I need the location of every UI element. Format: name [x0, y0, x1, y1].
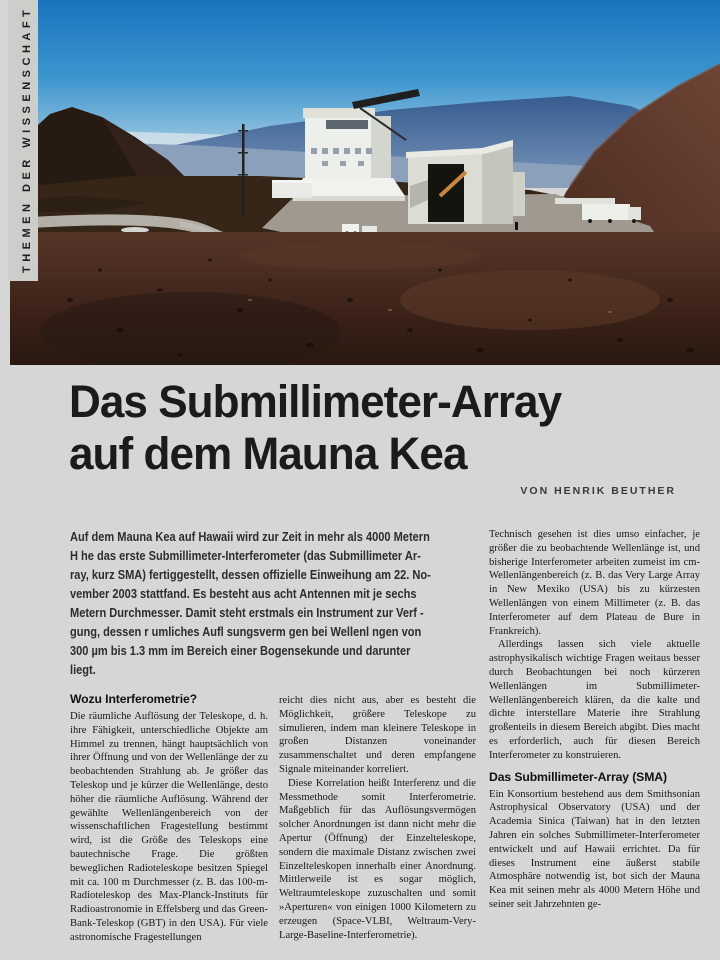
intro-line: Auf dem Mauna Kea auf Hawaii wird zur Zeit in mehr als 4000 Metern — [70, 529, 430, 544]
intro-paragraph — [70, 527, 478, 679]
intro-line: liegt. — [70, 662, 96, 677]
intro-line: Metern Durchmesser. Damit steht erstmals ein Instrument zur Verf - — [70, 605, 424, 620]
article-title-line1: Das Submillimeter-Array — [69, 376, 562, 427]
body-paragraph: Die räumliche Auflösung der Teleskope, d. h. ihre Fähigkeit, unterschiedliche Objekte am Himmel zu trennen, hängt hauptsächlich von ihrer Öffnung und von der Wellenlänge der zu beobachtenden Strahlung ab. Je größer das Teleskop und je kürzer die Wellenlänge, desto höher die räumliche Auflösung. Während der gewählte Wellenlängenbereich von der wissenschaftlichen Fragestellung bestimmt wird, ist die Größe des Teleskops eine bautechnische Frage. Die größten beweglichen Radioteleskope besitzen Spiegel mit ca. 100 m Durchmesser (z. B. das 100-m-Radioteleskop des Max-Planck-Instituts für Radioastronomie in Effelsberg und das Green-Bank-Teleskop (GBT) in den USA). Für viele astronomische Fragestellungen — [70, 711, 268, 943]
body-paragraph: Allerdings lassen sich viele aktuelle astrophysikalisch wichtige Fragen weitaus besser durch Beobachtungen bei noch kürzeren Wellenlängen im Submillimeter-Wellenlängenbereich klären, da die kalte und dichte interstellare Materie ihre Strahlung großenteils in diesem Bereich abgibt. Dies macht es erforderlich, auch für diesen Bereich Interferometer zu konstruieren. — [489, 639, 700, 761]
support-building — [406, 140, 525, 224]
observatory-photo-svg — [10, 0, 720, 365]
section-heading-sma: Das Submillimeter-Array (SMA) — [489, 769, 667, 784]
column-3 — [489, 528, 700, 912]
intro-line: H he das erste Submillimeter-Interferometer (das Submillimeter Ar- — [70, 548, 421, 563]
foreground-terrain — [10, 232, 720, 365]
body-paragraph: reicht dies nicht aus, aber es besteht die Möglichkeit, größere Teleskope zu simulieren, indem man kleinere Teleskope in großen Distanzen voneinander zusammenschaltet und deren empfangene Signale miteinander korreliert. — [279, 695, 476, 775]
body-paragraph: Diese Korrelation heißt Interferenz und die Messmethode somit Interferometrie. Maßgeblich für das Auflösungsvermögen solcher Anordnungen ist dann nicht mehr die Apertur (Öffnung) der Einzelteleskope, sondern die maximale Distanz zwischen zwei Einzelteleskopen innerhalb einer Anordnung. Mittlerweile ist es sogar möglich, Weltraumteleskope zuzuschalten und somit »Aperturen« von einigen 1000 Kilometern zu erzeugen (Space-VLBI, Weltraum-Very-Large-Baseline-Interferometrie). — [279, 777, 476, 941]
intro-line: 300 µm bis 1.3 mm im Bereich einer Bogensekunde und darunter — [70, 643, 411, 658]
intro-line: vember 2003 stattfand. Es besteht aus acht Antennen mit je sechs — [70, 586, 417, 601]
body-paragraph: Ein Konsortium bestehend aus dem Smithsonian Astrophysical Observatory (USA) und der Academia Sinica (Taiwan) hat in den letzten Jahren ein solches Submillimeter-Interferometer entwickelt und auf Hawaii errichtet. Da für dieses Instrument eine äußerst stabile Atmosphäre notwendig ist, bot sich der Mauna Kea mit seinen mehr als 4000 Metern Höhe und seiner seit Jahrzehnten ge- — [489, 788, 700, 910]
intro-line: gung, dessen r umliches Aufl sungsverm gen bei Wellenl ngen von — [70, 624, 422, 639]
column-2 — [279, 694, 476, 942]
body-paragraph: Technisch gesehen ist dies umso einfacher, je größer die zu beobachtende Wellenlänge ist, und bisherige Interferometer arbeiten zumeist im cm-Wellenlängenbereich (z. B. das Very Large Array in New Mexiko (USA) bis zu kürzesten Wellenlängen von einem Millimeter (z. B. das Interferometer auf dem Plateau de Bure in Frankreich). — [489, 529, 700, 637]
column-1 — [70, 692, 268, 945]
section-sidebar — [8, 0, 38, 281]
section-heading-interferometrie: Wozu Interferometrie? — [70, 692, 198, 706]
article-title — [69, 376, 561, 480]
article-title-line2: auf dem Mauna Kea — [69, 428, 467, 479]
observatory-photo — [10, 0, 720, 365]
intro-line: ray, kurz SMA) fertiggestellt, dessen offizielle Einweihung am 22. No- — [70, 567, 431, 582]
section-label: THEMEN DER WISSENSCHAFT — [21, 5, 33, 273]
byline: VON HENRIK BEUTHER — [520, 485, 676, 497]
